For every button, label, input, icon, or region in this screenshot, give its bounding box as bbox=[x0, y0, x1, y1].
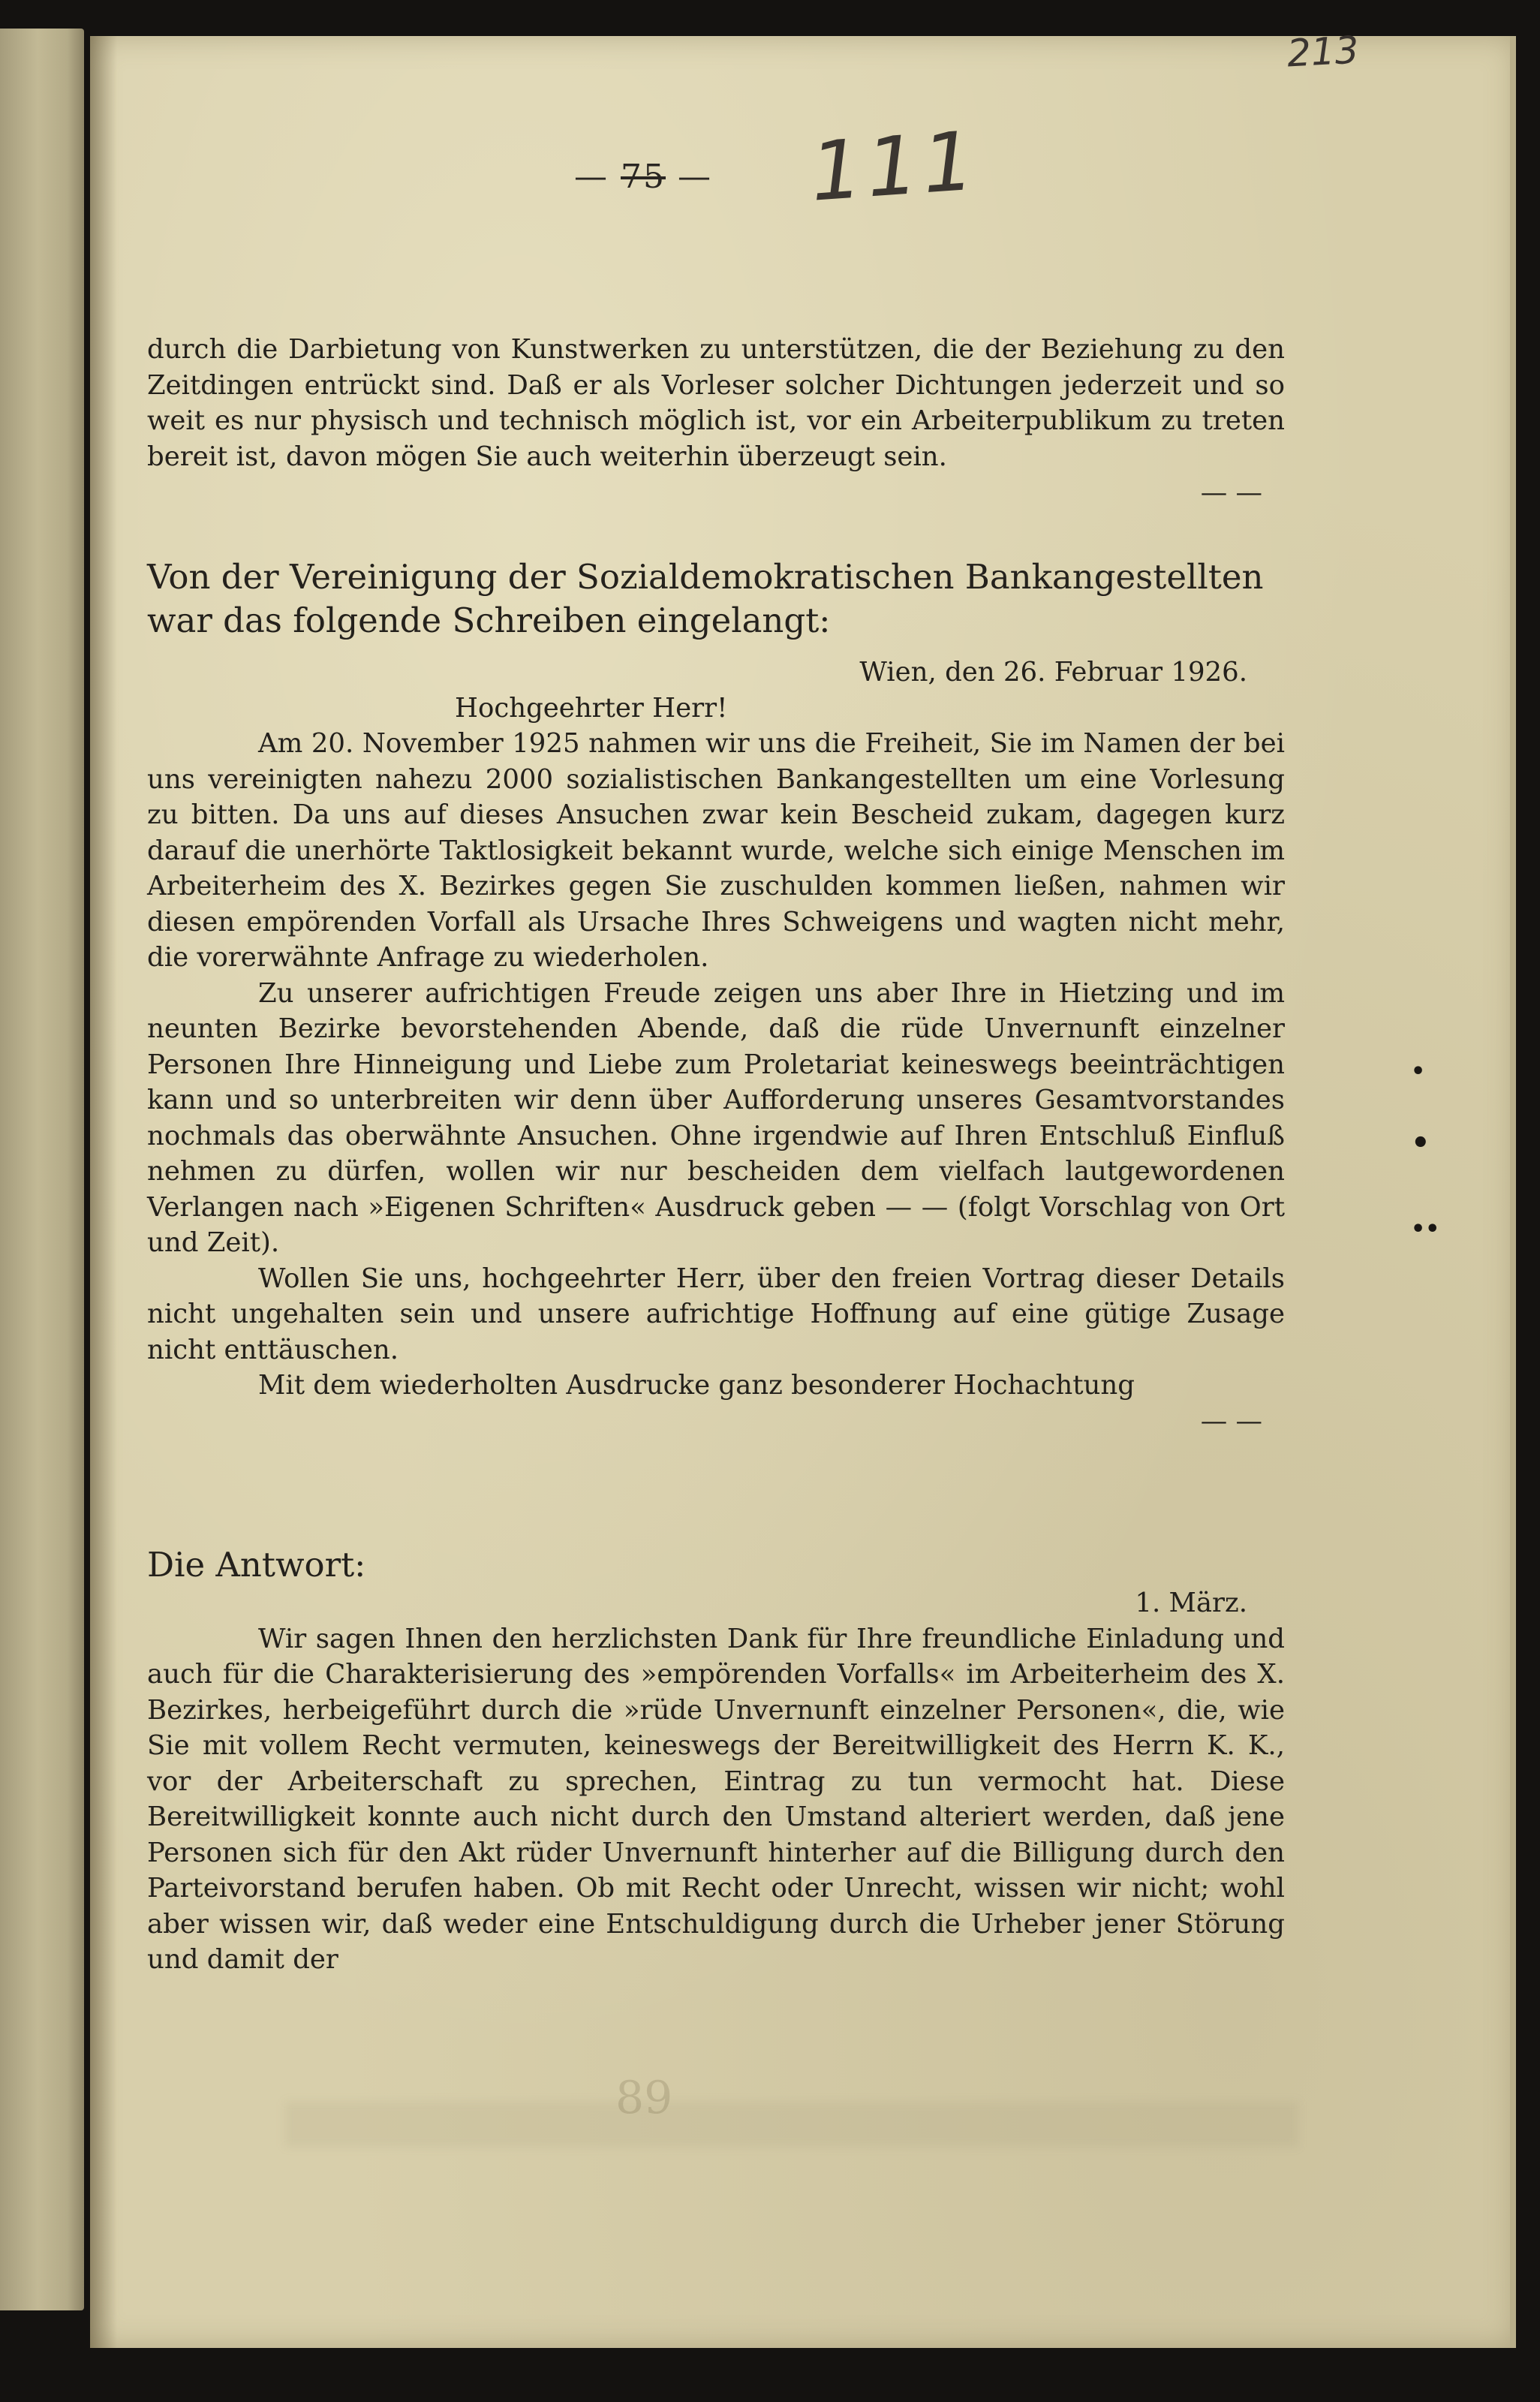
letter-paragraph: Zu unserer aufrichtigen Freude zeigen uns aber Ihre in Hietzing und im neunten Bezirke bevorstehenden Abende, daß die rüde Unvernunft einzelner Personen Ihre Hinneigung und Liebe zum Proletariat keineswegs beeinträchtigen kann und so unterbreiten wir denn über Aufforderung unseres Gesamtvorstandes nochmals das oberwähnte Ansuchen. Ohne irgendwie auf Ihren Entschluß Einfluß nehmen zu dürfen, wollen wir nur bescheiden dem vielfach lautgewordenen Verlangen nach »Eigenen Schriften« Ausdruck geben — — (folgt Vorschlag von Ort und Zeit). bbox=[147, 977, 1285, 1258]
margin-mark: • bbox=[1411, 1058, 1426, 1085]
answer-heading: Die Antwort: bbox=[147, 1545, 366, 1585]
previous-page-edge bbox=[0, 29, 84, 2310]
archive-number: 213 bbox=[1286, 28, 1360, 76]
letter-date: Wien, den 26. Februar 1926. bbox=[859, 657, 1247, 688]
gutter-shadow bbox=[90, 36, 117, 2348]
page-edge bbox=[1510, 36, 1516, 2348]
letter-heading: Von der Vereinigung der Sozialdemokratischen Bankangestellten war das folgende Schreiben eingelangt: bbox=[147, 557, 1264, 640]
letter-block bbox=[147, 655, 1285, 1439]
page-number-dash-left: — bbox=[574, 158, 609, 196]
opening-text-block bbox=[147, 332, 1285, 474]
page-number-old: 75 bbox=[621, 158, 666, 196]
margin-mark: • bbox=[1411, 1126, 1430, 1160]
paragraph-end-dash: — — bbox=[1200, 477, 1262, 508]
bleed-through-shadow bbox=[285, 2102, 1298, 2147]
opening-paragraph: durch die Darbietung von Kunstwerken zu unterstützen, die der Beziehung zu den Zeitdingen entrückt sind. Daß er als Vorleser solcher Dichtungen jederzeit und so weit es nur physisch und technisch möglich ist, vor ein Arbeiterpublikum zu treten bereit ist, davon mögen Sie auch weiterhin überzeugt sein. bbox=[147, 334, 1285, 472]
answer-date: 1. März. bbox=[1135, 1588, 1247, 1618]
answer-block bbox=[147, 1585, 1285, 1978]
opening-dash-block bbox=[147, 475, 1285, 511]
bleed-through-number: 89 bbox=[615, 2072, 673, 2124]
margin-mark: •• bbox=[1411, 1216, 1440, 1242]
page-number-dash-right: — bbox=[678, 158, 712, 196]
page-number bbox=[574, 158, 712, 196]
handwritten-page-number: 111 bbox=[807, 114, 982, 220]
answer-paragraph: Wir sagen Ihnen den herzlichsten Dank für Ihre freundliche Einladung und auch für die Charakterisierung des »empörenden Vorfalls« im Arbeiterheim des X. Bezirkes, herbeigeführt durch die »rüde Unvernunft einzelner Personen«, die, wie Sie mit vollem Recht vermuten, keineswegs der Bereitwilligkeit des Herrn K. K., vor der Arbeiterschaft zu sprechen, Eintrag zu tun vermocht hat. Diese Bereitwilligkeit konnte auch nicht durch den Umstand alteriert werden, daß jene Personen sich für den Akt rüder Unvernunft hinterher auf die Billigung durch den Parteivorstand berufen haben. Ob mit Recht oder Unrecht, wissen wir nicht; wohl aber wissen wir, daß weder eine Entschuldigung durch die Urheber jener Störung und damit der bbox=[147, 1623, 1285, 1975]
letter-end-dash: — — bbox=[1200, 1405, 1262, 1437]
letter-paragraph: Wollen Sie uns, hochgeehrter Herr, über den freien Vortrag dieser Details nicht ungehalten sein und unsere aufrichtige Hoffnung auf eine gütige Zusage nicht enttäuschen. bbox=[147, 1263, 1285, 1365]
letter-closing: Mit dem wiederholten Ausdrucke ganz besonderer Hochachtung bbox=[258, 1370, 1135, 1401]
letter-salutation: Hochgeehrter Herr! bbox=[455, 692, 728, 724]
letter-paragraph: Am 20. November 1925 nahmen wir uns die Freiheit, Sie im Namen der bei uns vereinigten nahezu 2000 sozialistischen Bankangestellten um eine Vorlesung zu bitten. Da uns auf dieses Ansuchen zwar kein Bescheid zukam, dagegen kurz darauf die unerhörte Taktlosigkeit bekannt wurde, welche sich einige Menschen im Arbeiterheim des X. Bezirkes gegen Sie zuschulden kommen ließen, nahmen wir diesen empörenden Vorfall als Ursache Ihres Schweigens und wagten nicht mehr, die vorerwähnte Anfrage zu wiederholen. bbox=[147, 728, 1285, 973]
